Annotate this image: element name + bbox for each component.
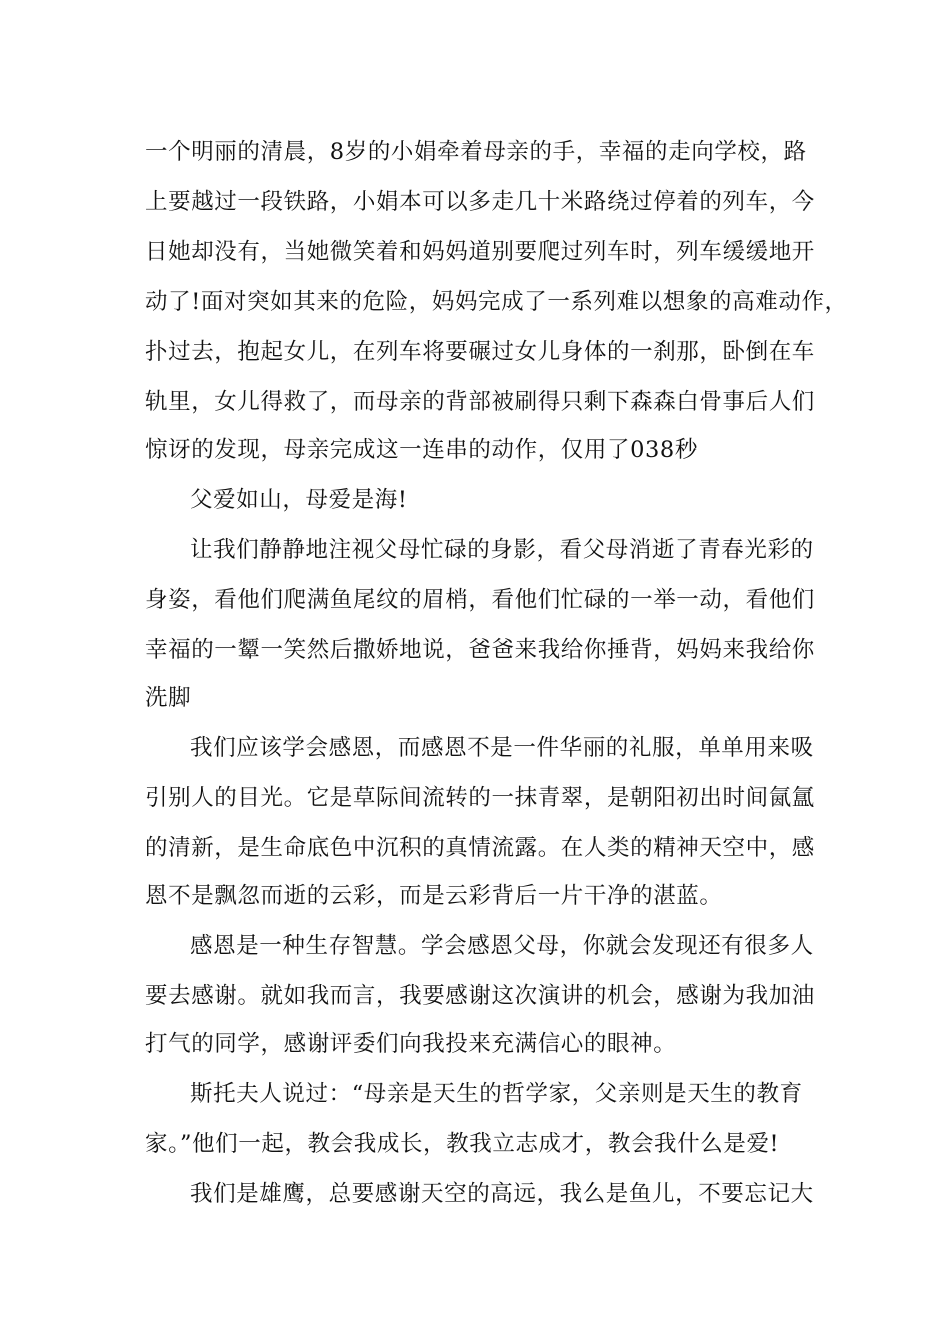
text-line: 感恩是一种生存智慧。学会感恩父母，你就会发现还有很多人: [190, 933, 814, 959]
text-line: 家。”他们一起，教会我成长，教我立志成才，教会我什么是爱!: [145, 1131, 780, 1157]
text-line: 身姿，看他们爬满鱼尾纹的眉梢，看他们忙碌的一举一动，看他们: [145, 587, 815, 613]
text-line: 日她却没有，当她微笑着和妈妈道别要爬过列车时，列车缓缓地开: [145, 239, 815, 265]
text-line: 我们应该学会感恩，而感恩不是一件华丽的礼服，单单用来吸: [190, 735, 814, 761]
text-line: 上要越过一段铁路，小娟本可以多走几十米路绕过停着的列车，今: [145, 189, 815, 215]
text-line: 轨里，女儿得救了，而母亲的背部被刷得只剩下森森白骨事后人们: [145, 389, 815, 415]
text-line: 斯托夫人说过：“母亲是天生的哲学家，父亲则是天生的教育: [190, 1081, 803, 1107]
text-line: 让我们静静地注视父母忙碌的身影，看父母消逝了青春光彩的: [190, 537, 814, 563]
text-line: 惊讶的发现，母亲完成这一连串的动作，仅用了038秒: [145, 437, 698, 463]
text-line: 动了!面对突如其来的危险，妈妈完成了一系列难以想象的高难动作，: [145, 289, 848, 315]
text-line: 恩不是飘忽而逝的云彩，而是云彩背后一片干净的湛蓝。: [145, 883, 723, 909]
text-line: 打气的同学，感谢评委们向我投来充满信心的眼神。: [145, 1031, 677, 1057]
text-line: 一个明丽的清晨，8岁的小娟牵着母亲的手，幸福的走向学校，路: [145, 139, 807, 165]
text-line: 扑过去，抱起女儿，在列车将要碾过女儿身体的一刹那，卧倒在车: [145, 339, 815, 365]
text-line: 引别人的目光。它是草际间流转的一抹青翠，是朝阳初出时间氤氲: [145, 785, 815, 811]
text-line: 父爱如山，母爱是海!: [190, 487, 408, 513]
text-line: 幸福的一颦一笑然后撒娇地说，爸爸来我给你捶背，妈妈来我给你: [145, 637, 815, 663]
text-line: 要去感谢。就如我而言，我要感谢这次演讲的机会，感谢为我加油: [145, 983, 815, 1009]
text-line: 洗脚: [145, 685, 192, 711]
text-line: 的清新，是生命底色中沉积的真情流露。在人类的精神天空中，感: [145, 835, 815, 861]
text-line: 我们是雄鹰，总要感谢天空的高远，我么是鱼儿，不要忘记大: [190, 1181, 814, 1207]
